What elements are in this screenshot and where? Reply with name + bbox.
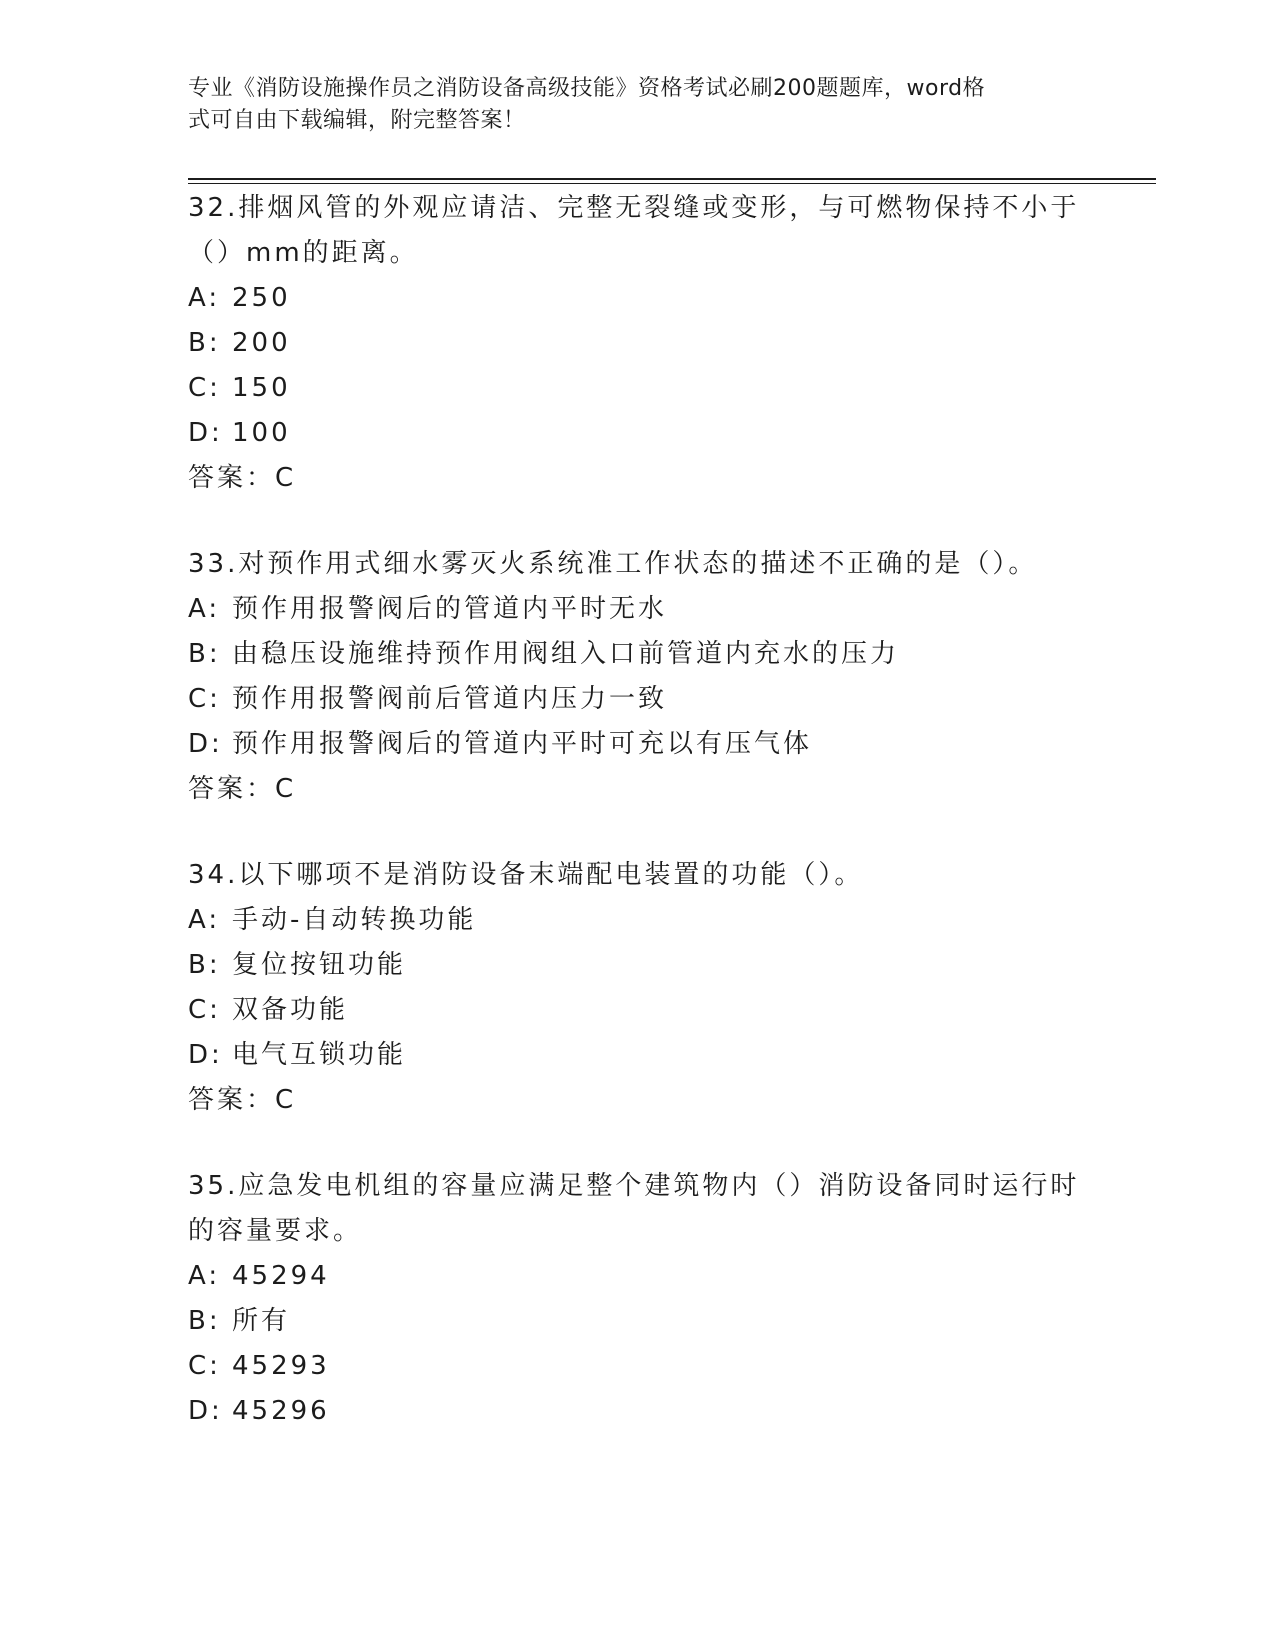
option-label: C: [188,684,221,714]
option-text: 150 [232,373,291,403]
option-label: B: [188,639,221,669]
question-stem: 35.应急发电机组的容量应满足整个建筑物内（）消防设备同时运行时 [188,1171,1080,1201]
header-rule-thick [188,178,1156,180]
option-a [188,587,1148,632]
option-label: D: [188,1396,223,1426]
option-label: B: [188,1306,221,1336]
option-b [188,1299,1148,1344]
option-text: 预作用报警阀后的管道内平时可充以有压气体 [232,729,813,759]
option-label: D: [188,418,223,448]
option-text: 100 [232,418,291,448]
option-c [188,366,1148,411]
option-text: 45293 [232,1351,330,1381]
option-label: A: [188,594,221,624]
header-line-2: 式可自由下载编辑，附完整答案！ [188,108,526,133]
option-text: 所有 [232,1306,291,1336]
header-rule-thin [188,183,1156,184]
answer: 答案：C [188,463,297,493]
option-d [188,1389,1148,1434]
option-label: C: [188,995,221,1025]
option-text: 45296 [232,1396,330,1426]
option-text: 双备功能 [232,995,349,1025]
option-text: 复位按钮功能 [232,950,407,980]
option-label: A: [188,1261,221,1291]
option-label: A: [188,283,221,313]
question-32 [188,186,1148,501]
option-d [188,722,1148,767]
answer: 答案：C [188,774,297,804]
option-label: B: [188,950,221,980]
option-label: B: [188,328,221,358]
option-b [188,943,1148,988]
option-a [188,898,1148,943]
option-c [188,677,1148,722]
option-text: 预作用报警阀前后管道内压力一致 [232,684,668,714]
option-c [188,1344,1148,1389]
option-a [188,1254,1148,1299]
option-d [188,1033,1148,1078]
option-c [188,988,1148,1033]
option-text: 手动-自动转换功能 [232,905,477,935]
question-33 [188,542,1148,812]
option-text: 200 [232,328,291,358]
question-35 [188,1164,1148,1434]
question-34 [188,853,1148,1123]
option-text: 预作用报警阀后的管道内平时无水 [232,594,668,624]
option-text: 45294 [232,1261,330,1291]
question-stem: 33.对预作用式细水雾灭火系统准工作状态的描述不正确的是（）。 [188,549,1038,579]
question-list [188,186,1148,1475]
answer: 答案：C [188,1085,297,1115]
question-stem: 32.排烟风管的外观应请洁、完整无裂缝或变形，与可燃物保持不小于 [188,193,1080,223]
option-label: D: [188,1040,223,1070]
option-b [188,321,1148,366]
question-stem: 34.以下哪项不是消防设备末端配电装置的功能（）。 [188,860,864,890]
option-text: 电气互锁功能 [232,1040,407,1070]
option-label: C: [188,373,221,403]
option-label: C: [188,1351,221,1381]
question-stem-continued: 的容量要求。 [188,1216,363,1246]
option-a [188,276,1148,321]
option-label: A: [188,905,221,935]
question-stem-continued: （）mm的距离。 [188,238,419,268]
option-b [188,632,1148,677]
document-header [188,73,1068,137]
option-label: D: [188,729,223,759]
option-d [188,411,1148,456]
header-line-1: 专业《消防设施操作员之消防设备高级技能》资格考试必刷200题题库，word格 [188,76,986,101]
option-text: 250 [232,283,291,313]
option-text: 由稳压设施维持预作用阀组入口前管道内充水的压力 [232,639,900,669]
